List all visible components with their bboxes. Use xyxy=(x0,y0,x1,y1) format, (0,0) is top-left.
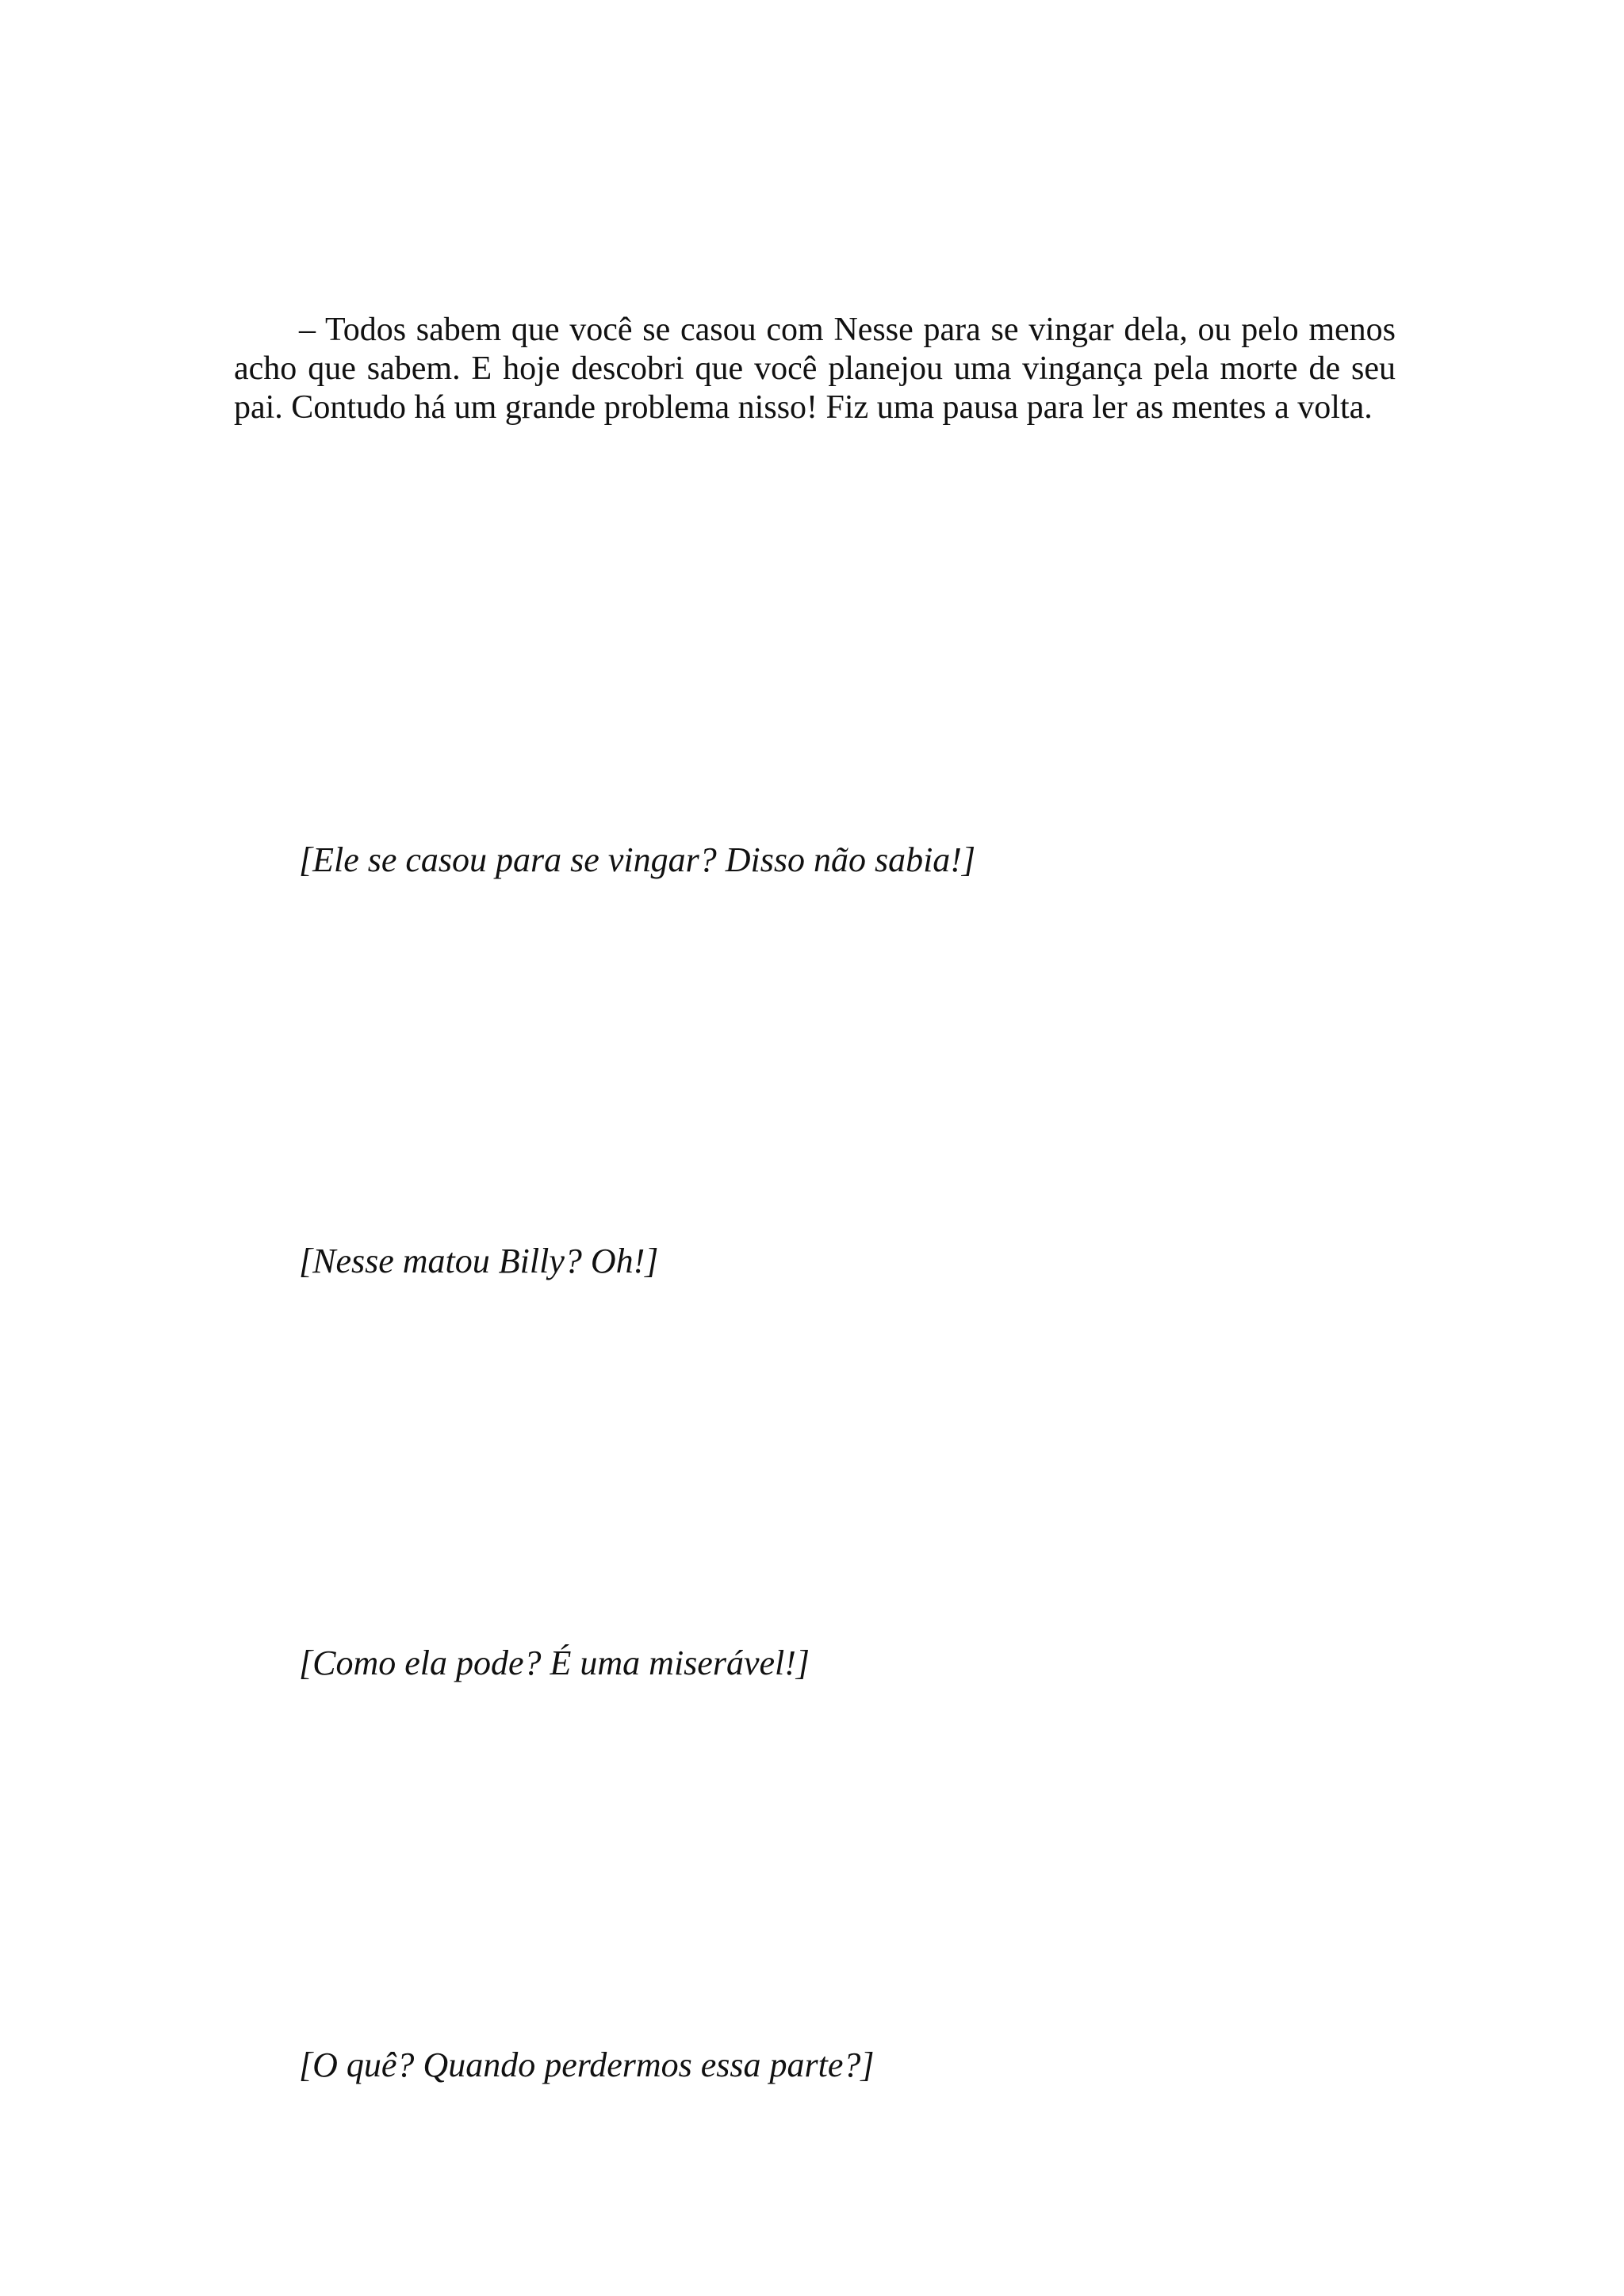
thought-line-4: [O quê? Quando perdermos essa parte?] xyxy=(299,2045,875,2084)
thought-line-3: [Como ela pode? É uma miserável!] xyxy=(299,1644,810,1682)
thought-line-2: [Nesse matou Billy? Oh!] xyxy=(299,1242,659,1280)
thought-line-1: [Ele se casou para se vingar? Disso não sabia!] xyxy=(299,840,976,879)
narrative-paragraph: – Todos sabem que você se casou com Nesse para se vingar dela, ou pelo menos acho que sabem. E hoje descobri que você planejou uma vingança pela morte de seu pai. Contudo há um grande problema nisso! Fiz uma pausa para ler as mentes a volta. xyxy=(234,312,1396,426)
